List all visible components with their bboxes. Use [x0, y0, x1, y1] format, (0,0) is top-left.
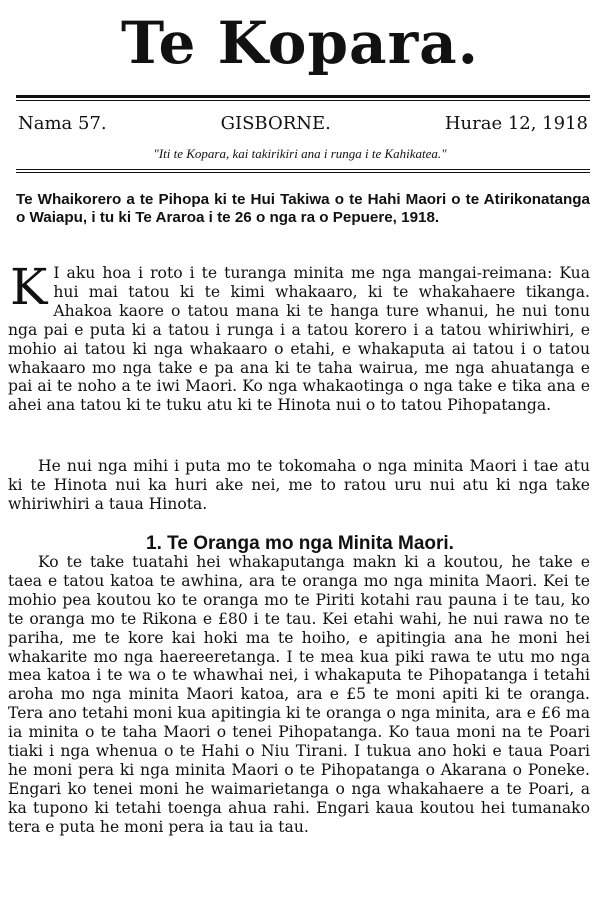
masthead-rule-thin — [16, 100, 590, 101]
issue-date: Hurae 12, 1918 — [444, 113, 588, 134]
masthead-title: Te Kopara. — [121, 9, 479, 77]
article-paragraph-2: He nui nga mihi i puta mo te tokomaha o nga minita Maori i tae atu ki te Hinota nui ka huri ake nei, me to ratou uru nui atu ki nga take whiriwhiri a taua Hinota. — [8, 457, 590, 513]
issue-place: GISBORNE. — [220, 113, 331, 134]
article-paragraph-3: Ko te take tuatahi hei whakaputanga makn ki a koutou, he take e taea e tatou katoa te awhina, ara te oranga mo nga minita Maori. Kei te mohio pea koutou ko te oranga mo te Piriti kotahi rau pauna i te tau, ko te oranga mo te Rikona e £80 i te tau. Kei etahi wahi, he nui rawa no te pariha, me te kore kai hoki ma te hoiho, e apitingia ana he moni hei whakarite mo nga haereeretanga. I te mea kua piki rawa te utu mo nga mea katoa i te wa o te whawhai nei, i whakaputa te Pihopatanga i tetahi aroha mo nga minita Maori katoa, ara e £5 te moni apiti ki te oranga. Tera ano tetahi moni kua apitingia ki te oranga o nga minita, ara e £6 ma ia minita o te taha Maori o tenei Pihopatanga. Ko taua moni na te Poari tiaki i nga whenua o te Hahi o Niu Tirani. I tukua ano hoki e taua Poari he moni pera ki nga minita Maori o te Pihopatanga o Akarana o Poneke. Engari ko tenei moni he waimarietanga o nga whakahaere a te Poari, a ka tupono ki tetahi toenga ahua rahi. Engari kaua koutou hei tumanako tera e puta he moni pera ia tau ia tau. — [8, 553, 590, 836]
article-headline: Te Whaikorero a te Pihopa ki te Hui Takiwa o te Hahi Maori o te Atirikonatanga o Waiapu, i tu ki Te Araroa i te 26 o nga ra o Pepuere, 1918. — [16, 191, 590, 226]
article-paragraph-1 — [8, 258, 590, 415]
drop-cap: K — [10, 258, 48, 316]
paragraph-1-text: I aku hoa i roto i te turanga minita me nga mangai-reimana: Kua hui mai tatou ki te kimi whakaaro, ki te whakahaere tikanga. Ahakoa kaore o tatou mana ki te hanga ture whanui, he nui tonu nga pai e puta ki a tatou i runga i a tatou korero i a tatou whiriwhiri, e mohio ai tatou ki nga whakaaro o etahi, e whakaputa ai tatou i o tatou whakaaro mo nga take e pa ana ki te taha wairua, me nga ahuatanga e pai ai te noho a te iwi Maori. Ko nga whakaotinga o nga take e tika ana e ahei ana tatou ki te tuku atu ki te Hinota nui o to tatou Pihopatanga. — [8, 264, 590, 415]
masthead-motto: "Iti te Kopara, kai takirikiri ana i runga i te Kahikatea." — [153, 146, 447, 161]
issue-info-bar — [18, 113, 588, 134]
header-bottom-rule-2 — [16, 172, 590, 173]
masthead-rule-thick — [16, 95, 590, 98]
issue-number: Nama 57. — [18, 113, 107, 134]
section-heading: 1. Te Oranga mo nga Minita Maori. — [146, 533, 454, 554]
header-bottom-rule — [16, 169, 590, 170]
